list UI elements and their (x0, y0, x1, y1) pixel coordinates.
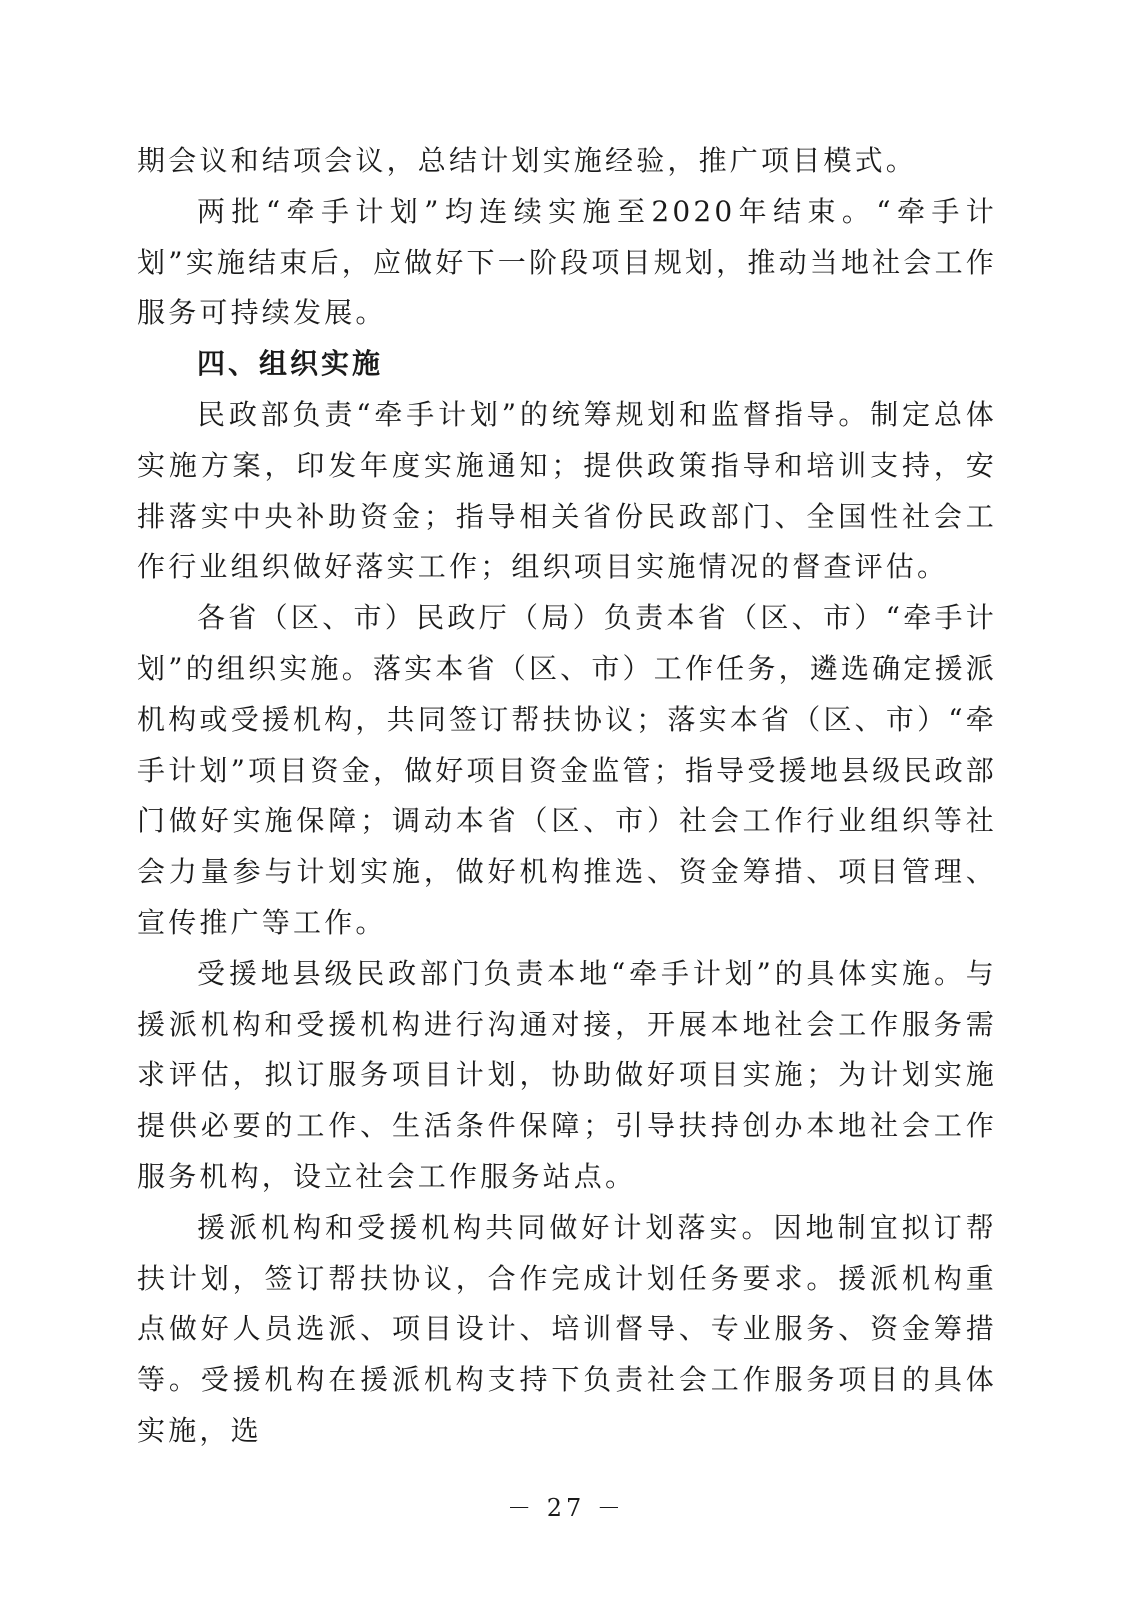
document-body (137, 136, 997, 1457)
paragraph-ministry-duties: 民政部负责“牵手计划”的统筹规划和监督指导。制定总体实施方案，印发年度实施通知；提供政策指导和培训支持，安排落实中央补助资金；指导相关省份民政部门、全国性社会工作行业组织做好落实工作；组织项目实施情况的督查评估。 (137, 397, 997, 584)
paragraph-province-duties: 各省（区、市）民政厅（局）负责本省（区、市）“牵手计划”的组织实施。落实本省（区、市）工作任务，遴选确定援派机构或受援机构，共同签订帮扶协议；落实本省（区、市）“牵手计划”项目资金，做好项目资金监管；指导受援地县级民政部门做好实施保障；调动本省（区、市）社会工作行业组织等社会力量参与计划实施，做好机构推选、资金筹措、项目管理、宣传推广等工作。 (137, 601, 997, 939)
paragraph-program-end: 两批“牵手计划”均连续实施至2020年结束。“牵手计划”实施结束后，应做好下一阶段项目规划，推动当地社会工作服务可持续发展。 (137, 194, 997, 330)
section-heading-organization: 四、组织实施 (197, 347, 384, 381)
paragraph-county-duties: 受援地县级民政部门负责本地“牵手计划”的具体实施。与援派机构和受援机构进行沟通对接，开展本地社会工作服务需求评估，拟订服务项目计划，协助做好项目实施；为计划实施提供必要的工作、生活条件保障；引导扶持创办本地社会工作服务机构，设立社会工作服务站点。 (137, 956, 997, 1193)
paragraph-institution-duties: 援派机构和受援机构共同做好计划落实。因地制宜拟订帮扶计划，签订帮扶协议，合作完成计划任务要求。援派机构重点做好人员选派、项目设计、培训督导、专业服务、资金筹措等。受援机构在援派机构支持下负责社会工作服务项目的具体实施，选 (137, 1210, 997, 1447)
paragraph-continuation: 期会议和结项会议，总结计划实施经验，推广项目模式。 (137, 144, 918, 177)
page-number: － 27 － (507, 1494, 625, 1522)
